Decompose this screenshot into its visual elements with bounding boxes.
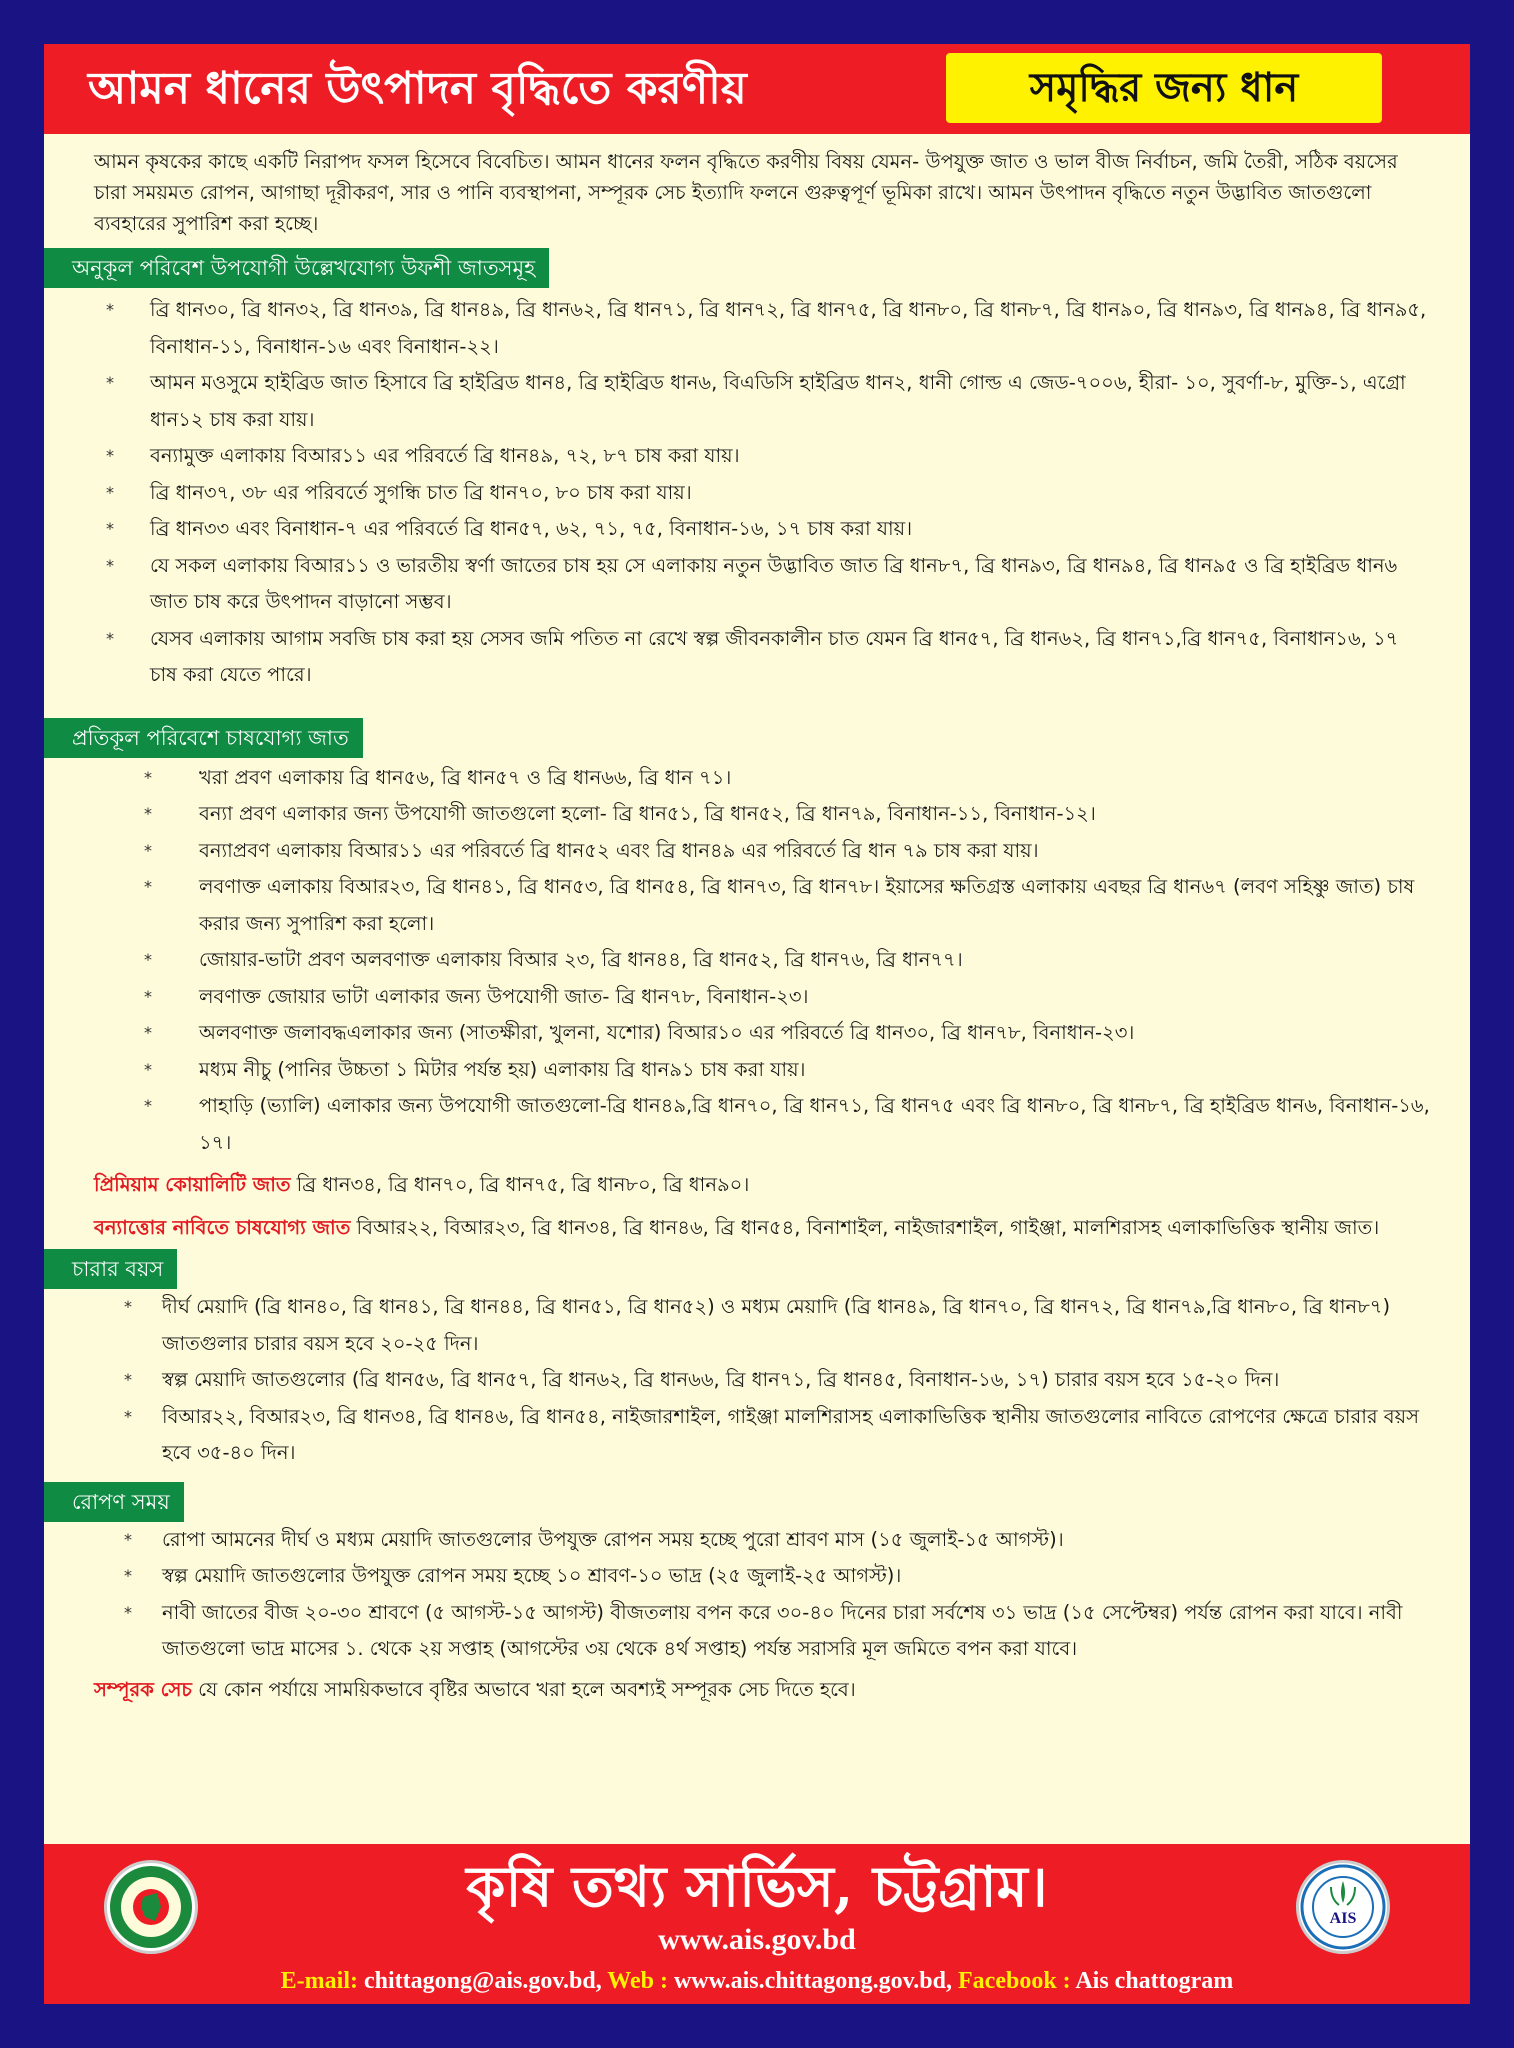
list-item bbox=[44, 796, 1430, 833]
list-item-text: বিআর২২, বিআর২৩, ব্রি ধান৩৪, ব্রি ধান৪৬, ব্রি ধান৫৪, নাইজারশাইল, গাইঞ্জা মালশিরাসহ এলাকাভিত্তিক স্থানীয় জাতগুলোর নাবিতে রোপণের ক্ষেত্রে চারার বয়স হবে ৩৫-৪০ দিন। bbox=[162, 1404, 1420, 1464]
bullet-star-icon: * bbox=[124, 1566, 132, 1585]
bullet-star-icon: * bbox=[106, 628, 114, 648]
list-item bbox=[44, 475, 1430, 512]
intro-paragraph: আমন কৃষকের কাছে একটি নিরাপদ ফসল হিসেবে বিবেচিত। আমন ধানের ফলন বৃদ্ধিতে করণীয় বিষয় যেমন- উপযুক্ত জাত ও ভাল বীজ নির্বাচন, জমি তৈরী, সঠিক বয়সের চারা সময়মত রোপন, আগাছা দূরীকরণ, সার ও পানি ব্যবস্থাপনা, সম্পূরক সেচ ইত্যাদি ফলনে গুরুত্বপূর্ণ ভূমিকা রাখে। আমন উৎপাদন বৃদ্ধিতে নতুন উদ্ভাবিত জাতগুলো ব্যবহারের সুপারিশ করা হচ্ছে। bbox=[94, 150, 1398, 235]
content-body bbox=[44, 146, 1470, 1705]
bullet-star-icon: * bbox=[124, 1406, 132, 1426]
favourable-variety-list bbox=[44, 292, 1430, 694]
list-item bbox=[44, 1522, 1430, 1559]
list-item-text: যে সকল এলাকায় বিআর১১ ও ভারতীয় স্বর্ণা জাতের চাষ হয় সে এলাকায় নতুন উদ্ভাবিত জাত ব্রি ধান৮৭, ব্রি ধান৯৩, ব্রি ধান৯৪, ব্রি ধান৯৫ ও ব্রি হাইব্রিড ধান৬ জাত চাষ করে উৎপাদন বাড়ানো সম্ভব। bbox=[150, 553, 1398, 613]
list-item-text: ব্রি ধান৩০, ব্রি ধান৩২, ব্রি ধান৩৯, ব্রি ধান৪৯, ব্রি ধান৬২, ব্রি ধান৭১, ব্রি ধান৭২, ব্রি ধান৭৫, ব্রি ধান৮০, ব্রি ধান৮৭, ব্রি ধান৯০, ব্রি ধান৯৩, ব্রি ধান৯৪, ব্রি ধান৯৫, বিনাধান-১১, বিনাধান-১৬ এবং বিনাধান-২২। bbox=[150, 298, 1427, 358]
bullet-star-icon: * bbox=[144, 877, 152, 896]
list-item bbox=[44, 365, 1430, 438]
bullet-star-icon: * bbox=[144, 950, 152, 969]
list-item-text: লবণাক্ত জোয়ার ভাটা এলাকার জন্য উপযোগী জাত- ব্রি ধান৭৮, বিনাধান-২৩। bbox=[199, 984, 809, 1008]
section-heading-favourable: অনুকূল পরিবেশ উপযোগী উল্লেখযোগ্য উফশী জাতসমূহ bbox=[44, 248, 549, 288]
list-item-text: ব্রি ধান৩৭, ৩৮ এর পরিবর্তে সুগন্ধি চাত ব্রি ধান৭০, ৮০ চাষ করা যায়। bbox=[150, 480, 692, 504]
list-item-text: পাহাড়ি (ভ্যালি) এলাকার জন্য উপযোগী জাতগুলো-ব্রি ধান৪৯,ব্রি ধান৭০, ব্রি ধান৭১, ব্রি ধান৭৫ এবং ব্রি ধান৮০, ব্রি ধান৮৭, ব্রি হাইব্রিড ধান৬, বিনাধান-১৬, ১৭। bbox=[199, 1094, 1430, 1154]
bullet-star-icon: * bbox=[124, 1529, 132, 1549]
list-item bbox=[44, 621, 1430, 694]
section-heading-seedling-age: চারার বয়স bbox=[44, 1249, 177, 1289]
bullet-star-icon: * bbox=[106, 482, 114, 502]
bullet-star-icon: * bbox=[144, 1059, 152, 1079]
list-item-text: বন্যা প্রবণ এলাকার জন্য উপযোগী জাতগুলো হলো- ব্রি ধান৫১, ব্রি ধান৫২, ব্রি ধান৭৯, বিনাধান-১১, বিনাধান-১২। bbox=[199, 802, 1096, 825]
premium-quality-text: ব্রি ধান৩৪, ব্রি ধান৭০, ব্রি ধান৭৫, ব্রি ধান৮০, ব্রি ধান৯০। bbox=[290, 1173, 750, 1196]
irrigation-line bbox=[94, 1674, 1428, 1705]
bullet-star-icon: * bbox=[144, 804, 152, 823]
irrigation-label: সম্পূরক সেচ bbox=[94, 1677, 192, 1701]
poster-frame bbox=[44, 44, 1470, 2004]
bullet-star-icon: * bbox=[124, 1297, 132, 1316]
list-item bbox=[44, 1558, 1430, 1595]
bullet-star-icon: * bbox=[124, 1602, 132, 1622]
bullet-star-icon: * bbox=[106, 519, 114, 538]
transplant-time-list bbox=[44, 1522, 1430, 1668]
email-label: E-mail: bbox=[280, 1968, 358, 1994]
irrigation-text: যে কোন পর্যায়ে সাময়িকভাবে বৃষ্টির অভাবে খরা হলে অবশ্যই সম্পূরক সেচ দিতে হবে। bbox=[191, 1677, 856, 1701]
bullet-star-icon: * bbox=[144, 840, 152, 860]
website-url[interactable]: www.ais.gov.bd bbox=[658, 1923, 856, 1956]
bullet-star-icon: * bbox=[144, 767, 152, 787]
premium-quality-label: প্রিমিয়াম কোয়ালিটি জাত bbox=[94, 1173, 291, 1196]
bullet-star-icon: * bbox=[106, 373, 114, 392]
list-item-text: রোপা আমনের দীর্ঘ ও মধ্যম মেয়াদি জাতগুলোর উপযুক্ত রোপন সময় হচ্ছে পুরো শ্রাবণ মাস (১৫ জুলাই-১৫ আগস্ট)। bbox=[162, 1527, 1064, 1551]
list-item-text: লবণাক্ত এলাকায় বিআর২৩, ব্রি ধান৪১, ব্রি ধান৫৩, ব্রি ধান৫৪, ব্রি ধান৭৩, ব্রি ধান৭৮। ইয়াসের ক্ষতিগ্রস্ত এলাকায় এবছর ব্রি ধান৬৭ (লবণ সহিষ্ণু জাত) চাষ করার জন্য সুপারিশ করা হলো। bbox=[199, 875, 1415, 935]
bullet-star-icon: * bbox=[144, 1096, 152, 1115]
organization-name: কৃষি তথ্য সার্ভিস, চট্টগ্রাম। bbox=[466, 1854, 1048, 1920]
list-item-text: দীর্ঘ মেয়াদি (ব্রি ধান৪০, ব্রি ধান৪১, ব্রি ধান৪৪, ব্রি ধান৫১, ব্রি ধান৫২) ও মধ্যম মেয়াদি (ব্রি ধান৪৯, ব্রি ধান৭০, ব্রি ধান৭২, ব্রি ধান৭৯,ব্রি ধান৮০, ব্রি ধান৮৭) জাতগুলার চারার বয়স হবে ২০-২৫ দিন। bbox=[162, 1295, 1391, 1355]
late-flood-label: বন্যাত্তোর নাবিতে চাষযোগ্য জাত bbox=[94, 1216, 351, 1239]
list-item bbox=[44, 1015, 1430, 1052]
list-item-text: বন্যামুক্ত এলাকায় বিআর১১ এর পরিবর্তে ব্রি ধান৪৯, ৭২, ৮৭ চাষ করা যায়। bbox=[150, 444, 740, 467]
header-banner bbox=[44, 44, 1470, 134]
list-item-text: ব্রি ধান৩৩ এবং বিনাধান-৭ এর পরিবর্তে ব্রি ধান৫৭, ৬২, ৭১, ৭৫, বিনাধান-১৬, ১৭ চাষ করা যায়। bbox=[150, 517, 913, 540]
list-item-text: স্বল্প মেয়াদি জাতগুলোর (ব্রি ধান৫৬, ব্রি ধান৫৭, ব্রি ধান৬২, ব্রি ধান৬৬, ব্রি ধান৭১, ব্রি ধান৪৫, বিনাধান-১৬, ১৭) চারার বয়স হবে ১৫-২০ দিন। bbox=[162, 1368, 1280, 1391]
list-item-text: স্বল্প মেয়াদি জাতগুলোর উপযুক্ত রোপন সময় হচ্ছে ১০ শ্রাবণ-১০ ভাদ্র (২৫ জুলাই-২৫ আগস্ট)। bbox=[162, 1564, 902, 1587]
list-item-text: মধ্যম নীচু (পানির উচ্চতা ১ মিটার পর্যন্ত হয়) এলাকায় ব্রি ধান৯১ চাষ করা যায়। bbox=[199, 1057, 806, 1081]
seedling-age-list bbox=[44, 1289, 1430, 1472]
list-item bbox=[44, 942, 1430, 979]
list-item-text: জোয়ার-ভাটা প্রবণ অলবণাক্ত এলাকায় বিআর ২৩, ব্রি ধান৪৪, ব্রি ধান৫২, ব্রি ধান৭৬, ব্রি ধান৭৭। bbox=[199, 948, 963, 971]
bullet-star-icon: * bbox=[144, 1023, 152, 1042]
email-link[interactable]: chittagong@ais.gov.bd, bbox=[358, 1968, 602, 1994]
list-item-text: খরা প্রবণ এলাকায় ব্রি ধান৫৬, ব্রি ধান৫৭ ও ব্রি ধান৬৬, ব্রি ধান ৭১। bbox=[199, 765, 732, 789]
list-item bbox=[44, 833, 1430, 870]
list-item bbox=[44, 1052, 1430, 1089]
bullet-star-icon: * bbox=[106, 555, 114, 575]
list-item-text: যেসব এলাকায় আগাম সবজি চাষ করা হয় সেসব জমি পতিত না রেখে স্বল্প জীবনকালীন চাত যেমন ব্রি ধান৫৭, ব্রি ধান৬২, ব্রি ধান৭১,ব্রি ধান৭৫, বিনাধান১৬, ১৭ চাষ করা যেতে পারে। bbox=[150, 626, 1399, 686]
web-link[interactable]: www.ais.chittagong.gov.bd, bbox=[667, 1968, 952, 1994]
web-label: Web : bbox=[601, 1968, 668, 1994]
list-item bbox=[44, 511, 1430, 548]
list-item bbox=[44, 292, 1430, 365]
list-item bbox=[44, 438, 1430, 475]
list-item-text: অলবণাক্ত জলাবদ্ধএলাকার জন্য (সাতক্ষীরা, খুলনা, যশোর) বিআর১০ এর পরিবর্তে ব্রি ধান৩০, ব্রি ধান৭৮, বিনাধান-২৩। bbox=[199, 1021, 1135, 1044]
bullet-star-icon: * bbox=[106, 446, 114, 465]
facebook-link[interactable]: Ais chattogram bbox=[1070, 1968, 1234, 1994]
list-item bbox=[44, 1399, 1430, 1472]
list-item-text: বন্যাপ্রবণ এলাকায় বিআর১১ এর পরিবর্তে ব্রি ধান৫২ এবং ব্রি ধান৪৯ এর পরিবর্তে ব্রি ধান ৭৯ চাষ করা যায়। bbox=[199, 838, 1039, 862]
bullet-star-icon: * bbox=[144, 986, 152, 1006]
slogan-badge: সমৃদ্ধির জন্য ধান bbox=[946, 53, 1382, 123]
list-item bbox=[44, 1362, 1430, 1399]
list-item-text: নাবী জাতের বীজ ২০-৩০ শ্রাবণে (৫ আগস্ট-১৫ আগস্ট) বীজতলায় বপন করে ৩০-৪০ দিনের চারা সর্বশেষ ৩১ ভাদ্র (১৫ সেপ্টেম্বর) পর্যন্ত রোপন করা যাবে। নাবী জাতগুলো ভাদ্র মাসের ১. থেকে ২য় সপ্তাহ (আগস্টের ৩য় থেকে ৪র্থ সপ্তাহ) পর্যন্ত সরাসরি মূল জমিতে বপন করা যাবে। bbox=[162, 1600, 1403, 1660]
section-heading-adverse: প্রতিকূল পরিবেশে চাষযোগ্য জাত bbox=[44, 718, 363, 758]
list-item bbox=[44, 1088, 1430, 1161]
list-item bbox=[44, 979, 1430, 1016]
premium-quality-line bbox=[94, 1169, 1428, 1200]
bullet-star-icon: * bbox=[106, 300, 114, 319]
list-item bbox=[44, 869, 1430, 942]
late-flood-line bbox=[94, 1212, 1428, 1243]
facebook-label: Facebook : bbox=[952, 1968, 1071, 1994]
late-flood-text: বিআর২২, বিআর২৩, ব্রি ধান৩৪, ব্রি ধান৪৬, ব্রি ধান৫৪, বিনাশাইল, নাইজারশাইল, গাইঞ্জা, মালশিরাসহ এলাকাভিত্তিক স্থানীয় জাত। bbox=[350, 1216, 1380, 1239]
section-heading-transplant-time: রোপণ সময় bbox=[44, 1482, 184, 1522]
list-item bbox=[44, 548, 1430, 621]
footer-banner bbox=[44, 1844, 1470, 2004]
list-item bbox=[44, 1289, 1430, 1362]
list-item-text: আমন মওসুমে হাইব্রিড জাত হিসাবে ব্রি হাইব্রিড ধান৪, ব্রি হাইব্রিড ধান৬, বিএডিসি হাইব্রিড ধান২, ধানী গোল্ড এ জেড-৭০০৬, হীরা- ১০, সুবর্ণা-৮, মুক্তি-১, এগ্রো ধান১২ চাষ করা যায়। bbox=[150, 371, 1406, 431]
adverse-variety-list bbox=[44, 760, 1430, 1162]
list-item bbox=[44, 760, 1430, 797]
ais-logo-text: AIS bbox=[1329, 1910, 1357, 1927]
contact-line bbox=[44, 1964, 1470, 1998]
page-title: আমন ধানের উৎপাদন বৃদ্ধিতে করণীয় bbox=[88, 63, 747, 114]
list-item bbox=[44, 1595, 1430, 1668]
bullet-star-icon: * bbox=[124, 1370, 132, 1389]
